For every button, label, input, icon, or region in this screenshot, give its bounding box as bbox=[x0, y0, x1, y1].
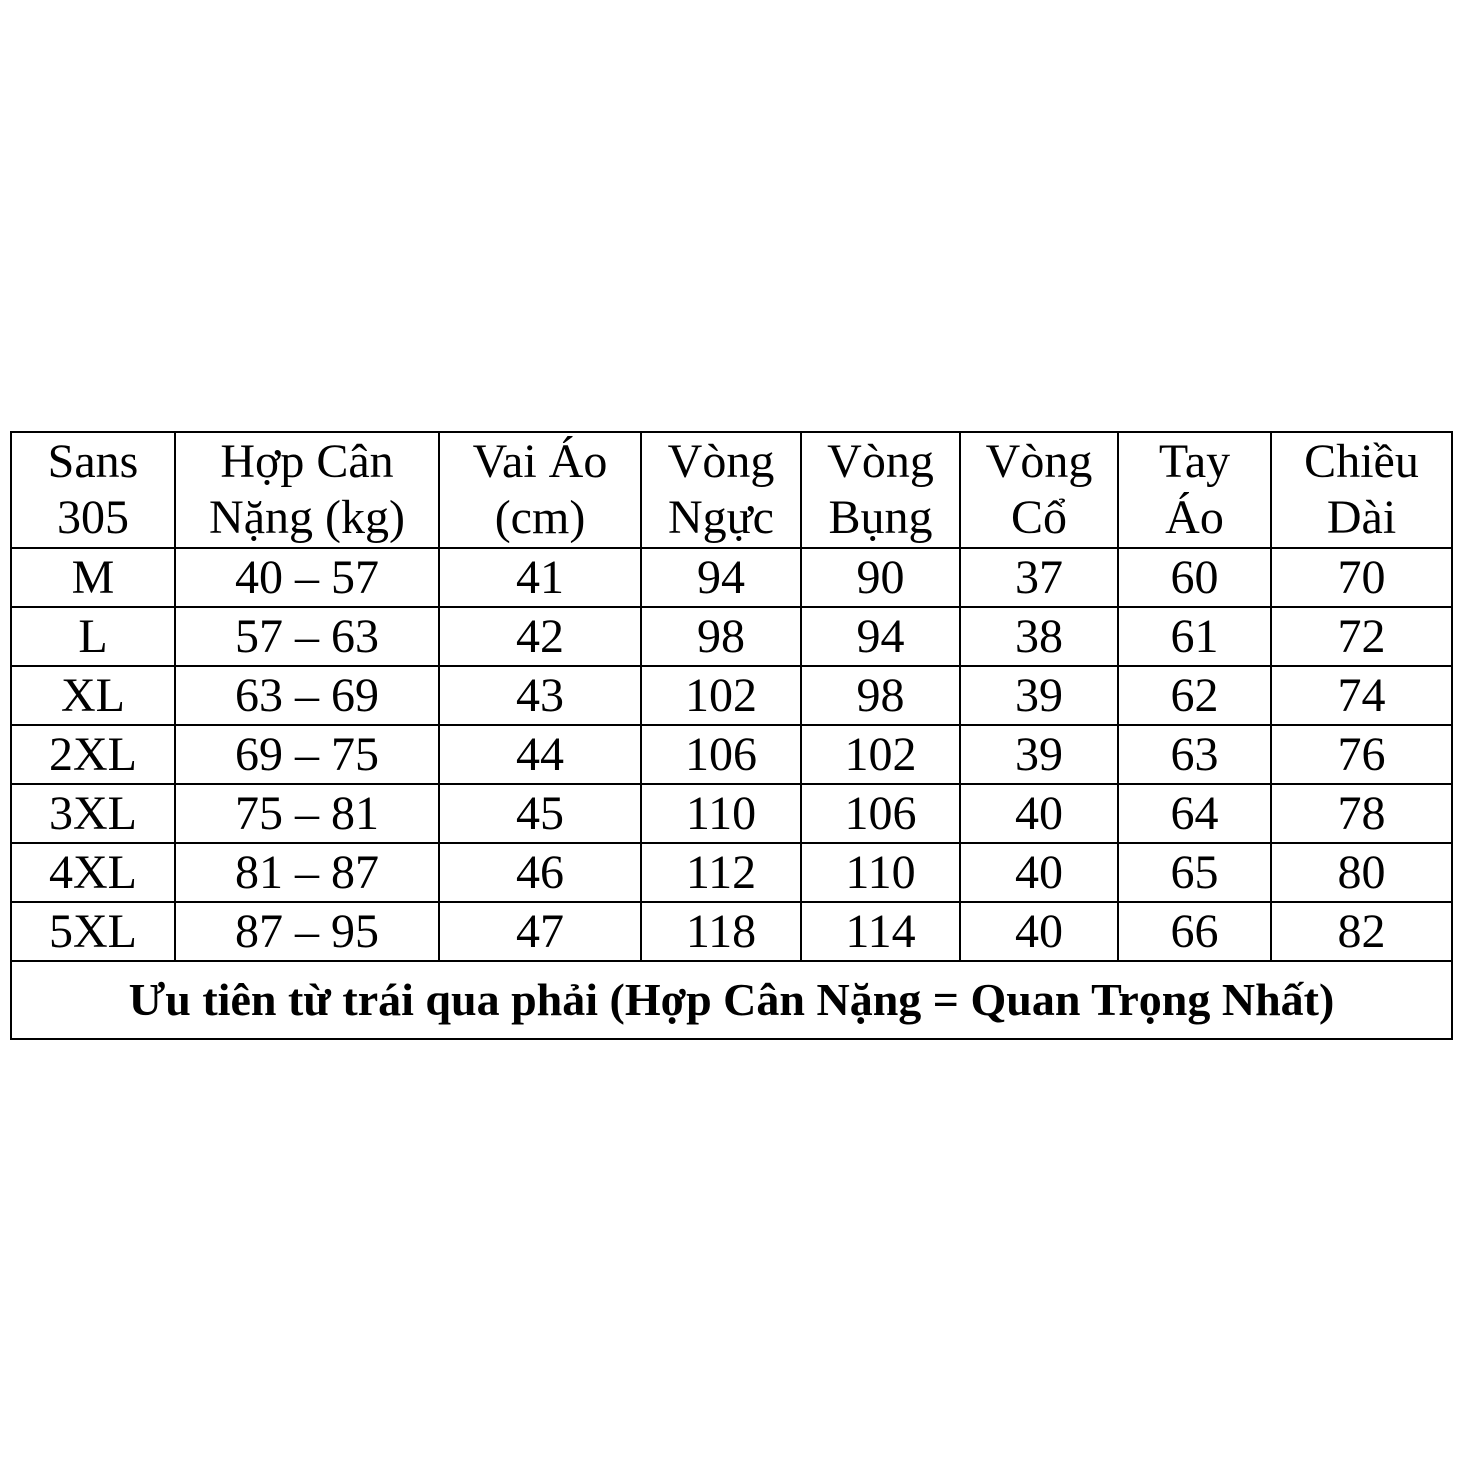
chest-cell: 112 bbox=[641, 843, 801, 902]
chest-cell: 106 bbox=[641, 725, 801, 784]
shoulder-cell: 44 bbox=[439, 725, 641, 784]
waist-cell: 94 bbox=[801, 607, 960, 666]
weight-cell: 87 – 95 bbox=[175, 902, 439, 961]
priority-note: Ưu tiên từ trái qua phải (Hợp Cân Nặng = Quan Trọng Nhất) bbox=[11, 961, 1452, 1039]
header-cell-model bbox=[11, 432, 175, 548]
length-cell: 74 bbox=[1271, 666, 1452, 725]
shoulder-cell: 42 bbox=[439, 607, 641, 666]
size-cell: M bbox=[11, 548, 175, 607]
chest-cell: 102 bbox=[641, 666, 801, 725]
header-cell-neck bbox=[960, 432, 1118, 548]
header-cell-shoulder bbox=[439, 432, 641, 548]
length-cell: 76 bbox=[1271, 725, 1452, 784]
header-line: Cổ bbox=[1010, 491, 1067, 544]
sleeve-cell: 64 bbox=[1118, 784, 1271, 843]
table-row bbox=[11, 784, 1452, 843]
header-line: 305 bbox=[57, 491, 129, 544]
size-chart-body bbox=[11, 432, 1452, 1039]
table-row bbox=[11, 725, 1452, 784]
table-row bbox=[11, 843, 1452, 902]
table-row bbox=[11, 666, 1452, 725]
shoulder-cell: 47 bbox=[439, 902, 641, 961]
footer-row bbox=[11, 961, 1452, 1039]
length-cell: 78 bbox=[1271, 784, 1452, 843]
size-cell: L bbox=[11, 607, 175, 666]
sleeve-cell: 61 bbox=[1118, 607, 1271, 666]
waist-cell: 90 bbox=[801, 548, 960, 607]
header-line: Dài bbox=[1326, 491, 1397, 544]
sleeve-cell: 62 bbox=[1118, 666, 1271, 725]
chest-cell: 94 bbox=[641, 548, 801, 607]
header-line: Vòng bbox=[827, 435, 934, 488]
neck-cell: 37 bbox=[960, 548, 1118, 607]
sleeve-cell: 66 bbox=[1118, 902, 1271, 961]
header-cell-chest bbox=[641, 432, 801, 548]
header-line: Hợp Cân bbox=[220, 435, 394, 488]
size-cell: 4XL bbox=[11, 843, 175, 902]
waist-cell: 102 bbox=[801, 725, 960, 784]
sleeve-cell: 63 bbox=[1118, 725, 1271, 784]
sleeve-cell: 60 bbox=[1118, 548, 1271, 607]
neck-cell: 39 bbox=[960, 725, 1118, 784]
neck-cell: 40 bbox=[960, 902, 1118, 961]
weight-cell: 57 – 63 bbox=[175, 607, 439, 666]
header-line: Sans bbox=[47, 435, 139, 488]
chest-cell: 118 bbox=[641, 902, 801, 961]
weight-cell: 69 – 75 bbox=[175, 725, 439, 784]
neck-cell: 40 bbox=[960, 784, 1118, 843]
table-row bbox=[11, 902, 1452, 961]
header-line: Nặng (kg) bbox=[209, 491, 405, 544]
waist-cell: 114 bbox=[801, 902, 960, 961]
size-cell: XL bbox=[11, 666, 175, 725]
length-cell: 82 bbox=[1271, 902, 1452, 961]
chest-cell: 110 bbox=[641, 784, 801, 843]
header-cell-length bbox=[1271, 432, 1452, 548]
neck-cell: 38 bbox=[960, 607, 1118, 666]
header-line: Vòng bbox=[667, 435, 775, 488]
weight-cell: 63 – 69 bbox=[175, 666, 439, 725]
size-cell: 3XL bbox=[11, 784, 175, 843]
waist-cell: 98 bbox=[801, 666, 960, 725]
table-row bbox=[11, 548, 1452, 607]
weight-cell: 40 – 57 bbox=[175, 548, 439, 607]
shoulder-cell: 45 bbox=[439, 784, 641, 843]
header-line: Vòng bbox=[985, 435, 1093, 488]
shoulder-cell: 41 bbox=[439, 548, 641, 607]
size-cell: 5XL bbox=[11, 902, 175, 961]
neck-cell: 39 bbox=[960, 666, 1118, 725]
shoulder-cell: 43 bbox=[439, 666, 641, 725]
length-cell: 80 bbox=[1271, 843, 1452, 902]
weight-cell: 81 – 87 bbox=[175, 843, 439, 902]
length-cell: 72 bbox=[1271, 607, 1452, 666]
sleeve-cell: 65 bbox=[1118, 843, 1271, 902]
size-chart-table bbox=[10, 431, 1453, 1040]
header-line: Chiều bbox=[1304, 435, 1419, 488]
waist-cell: 106 bbox=[801, 784, 960, 843]
header-row bbox=[11, 432, 1452, 548]
chest-cell: 98 bbox=[641, 607, 801, 666]
shoulder-cell: 46 bbox=[439, 843, 641, 902]
length-cell: 70 bbox=[1271, 548, 1452, 607]
header-line: Tay bbox=[1158, 435, 1231, 488]
weight-cell: 75 – 81 bbox=[175, 784, 439, 843]
header-cell-weight bbox=[175, 432, 439, 548]
header-line: Vai Áo bbox=[472, 435, 608, 488]
header-line: Bụng bbox=[828, 491, 933, 544]
size-cell: 2XL bbox=[11, 725, 175, 784]
neck-cell: 40 bbox=[960, 843, 1118, 902]
table-row bbox=[11, 607, 1452, 666]
header-line: Áo bbox=[1165, 491, 1224, 544]
header-cell-sleeve bbox=[1118, 432, 1271, 548]
header-line: Ngực bbox=[668, 491, 774, 544]
waist-cell: 110 bbox=[801, 843, 960, 902]
header-line: (cm) bbox=[494, 491, 586, 544]
header-cell-waist bbox=[801, 432, 960, 548]
